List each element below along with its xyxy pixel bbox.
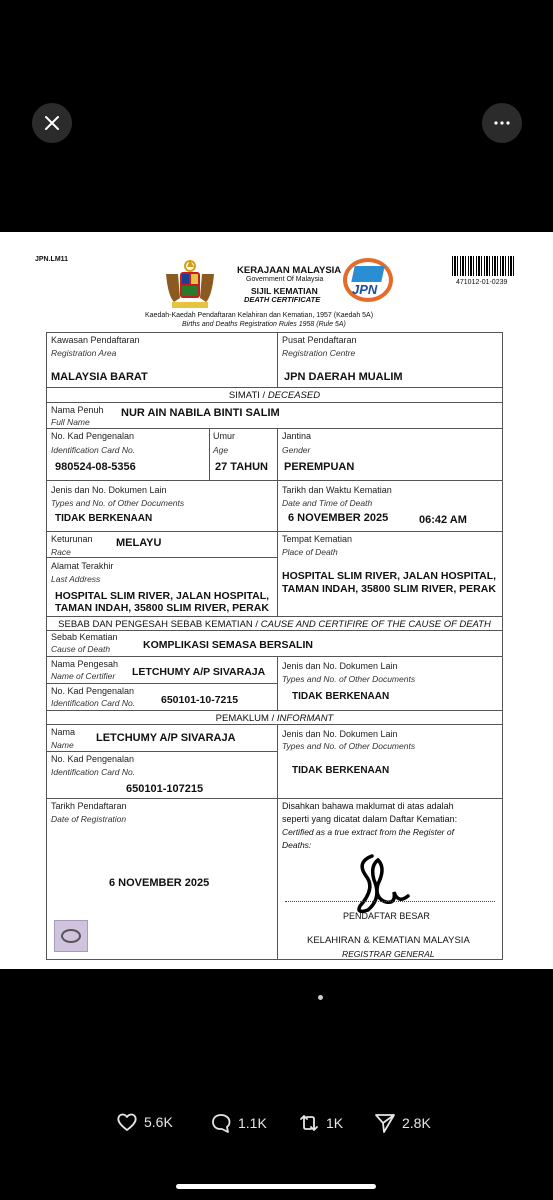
registration-centre-value: JPN DAERAH MUALIM [284,371,403,383]
header-title-ms: SIJIL KEMATIAN [251,286,318,296]
place-of-death-label-en: Place of Death [282,547,338,557]
full-name-label-en: Full Name [51,417,90,427]
ic-label-en: Identification Card No. [51,445,136,455]
certifier-docs-label: Jenis dan No. Dokumen Lain [282,661,398,671]
gender-label-en: Gender [282,445,311,455]
certification-en-line1: Certified as a true extract from the Register of [282,827,454,837]
death-time-label-en: Date and Time of Death [282,498,373,508]
certifier-value: LETCHUMY A/P SIVARAJA [132,666,266,678]
reply-count: 1.1K [238,1115,267,1131]
race-value: MELAYU [116,537,162,549]
certification-ms-line2: seperti yang dicatat dalam Daftar Kematian: [282,814,458,824]
section-cause: SEBAB DAN PENGESAH SEBAB KEMATIAN / CAUSE AND CERTIFIRE OF THE CAUSE OF DEATH [58,619,491,630]
other-docs-label: Jenis dan No. Dokumen Lain [51,485,167,495]
coat-of-arms-emblem [160,258,220,310]
certifier-label-en: Name of Certifier [51,671,116,681]
death-time-label: Tarikh dan Waktu Kematian [282,485,392,495]
more-horizontal-icon [493,120,511,126]
certification-en-line2: Deaths: [282,840,312,850]
age-label: Umur [213,431,235,441]
informant-ic-label: No. Kad Pengenalan [51,754,135,764]
full-name-label: Nama Penuh [51,405,104,415]
certifier-docs-label-en: Types and No. of Other Documents [282,674,416,684]
informant-name-label-en: Name [51,740,74,750]
like-count: 5.6K [144,1114,173,1130]
informant-ic-label-en: Identification Card No. [51,767,136,777]
registrar-title-1: PENDAFTAR BESAR [343,911,430,921]
registrar-signature [352,854,422,918]
death-certificate-image[interactable] [0,232,553,969]
death-date-value: 6 NOVEMBER 2025 [288,512,389,524]
informant-docs-label-en: Types and No. of Other Documents [282,741,416,751]
registration-area-label-en: Registration Area [51,348,117,358]
certifier-ic-label-en: Identification Card No. [51,698,136,708]
close-icon [44,115,60,131]
place-of-death-line1: HOSPITAL SLIM RIVER, JALAN HOSPITAL, [282,570,497,582]
certifier-docs-value: TIDAK BERKENAAN [292,691,390,702]
race-label: Keturunan [51,534,93,544]
section-informant: PEMAKLUM / INFORMANT [215,713,334,724]
last-address-label-en: Last Address [51,574,101,584]
full-name-value: NUR AIN NABILA BINTI SALIM [121,407,280,419]
reg-date-label-en: Date of Registration [51,814,127,824]
informant-ic-value: 650101-107215 [126,783,204,795]
header-title-en: DEATH CERTIFICATE [244,295,321,304]
certifier-ic-label: No. Kad Pengenalan [51,686,135,696]
page-indicator [318,995,323,1000]
ic-label: No. Kad Pengenalan [51,431,135,441]
reply-icon [210,1112,232,1134]
death-time-value: 06:42 AM [419,514,467,526]
reg-date-value: 6 NOVEMBER 2025 [109,877,210,889]
signature-line [285,901,495,902]
reg-date-label: Tarikh Pendaftaran [51,801,127,811]
race-label-en: Race [51,547,71,557]
cause-label: Sebab Kematian [51,632,118,642]
age-value: 27 TAHUN [215,461,268,473]
send-icon [374,1112,396,1134]
more-options-button[interactable] [482,103,522,143]
serial-number: 471012-01-0239 [456,279,508,286]
certification-ms-line1: Disahkan bahawa maklumat di atas adalah [282,801,454,811]
gender-value: PEREMPUAN [284,461,355,473]
barcode [452,256,516,276]
last-address-line2: TAMAN INDAH, 35800 SLIM RIVER, PERAK [55,602,269,614]
age-label-en: Age [213,445,229,455]
header-government-en: Government Of Malaysia [246,276,324,283]
registrar-title-3: REGISTRAR GENERAL [342,949,435,959]
ic-value: 980524-08-5356 [55,461,136,473]
registration-area-label: Kawasan Pendaftaran [51,335,140,345]
place-of-death-label: Tempat Kematian [282,534,353,544]
action-bar [0,1112,553,1142]
repost-button[interactable] [298,1112,343,1134]
informant-name-label: Nama [51,727,76,737]
other-docs-value: TIDAK BERKENAAN [55,513,153,524]
like-button[interactable] [116,1112,173,1132]
share-views-button[interactable] [374,1112,431,1134]
registration-area-value: MALAYSIA BARAT [51,371,148,383]
certifier-ic-value: 650101-10-7215 [161,694,239,706]
registration-centre-label: Pusat Pendaftaran [282,335,357,345]
informant-docs-value: TIDAK BERKENAAN [292,765,390,776]
jpn-logo [343,258,393,302]
cause-value: KOMPLIKASI SEMASA BERSALIN [143,639,313,651]
gender-label: Jantina [282,431,312,441]
repost-icon [298,1112,320,1134]
cause-label-en: Cause of Death [51,644,111,654]
section-deceased: SIMATI / DECEASED [228,390,321,401]
official-stamp [54,920,88,952]
registrar-title-2: KELAHIRAN & KEMATIAN MALAYSIA [307,935,470,946]
views-count: 2.8K [402,1115,431,1131]
last-address-label: Alamat Terakhir [51,561,114,571]
certifier-label: Nama Pengesah [51,659,119,669]
form-code: JPN.LM11 [35,256,69,263]
registration-centre-label-en: Registration Centre [282,348,356,358]
last-address-line1: HOSPITAL SLIM RIVER, JALAN HOSPITAL, [55,590,270,602]
informant-docs-label: Jenis dan No. Dokumen Lain [282,729,398,739]
other-docs-label-en: Types and No. of Other Documents [51,498,185,508]
rules-ms: Kaedah-Kaedah Pendaftaran Kelahiran dan Kematian, 1957 (Kaedah 5A) [145,312,374,319]
jpn-logo-text: JPN [352,282,378,297]
repost-count: 1K [326,1115,344,1131]
place-of-death-line2: TAMAN INDAH, 35800 SLIM RIVER, PERAK [282,583,496,595]
header-government-ms: KERAJAAN MALAYSIA [237,265,342,276]
reply-button[interactable] [210,1112,267,1134]
rules-en: Births and Deaths Registration Rules 1958 (Rule 5A) [182,321,346,328]
close-button[interactable] [32,103,72,143]
informant-name-value: LETCHUMY A/P SIVARAJA [96,732,236,744]
heart-icon [116,1112,138,1132]
home-indicator [176,1184,376,1189]
